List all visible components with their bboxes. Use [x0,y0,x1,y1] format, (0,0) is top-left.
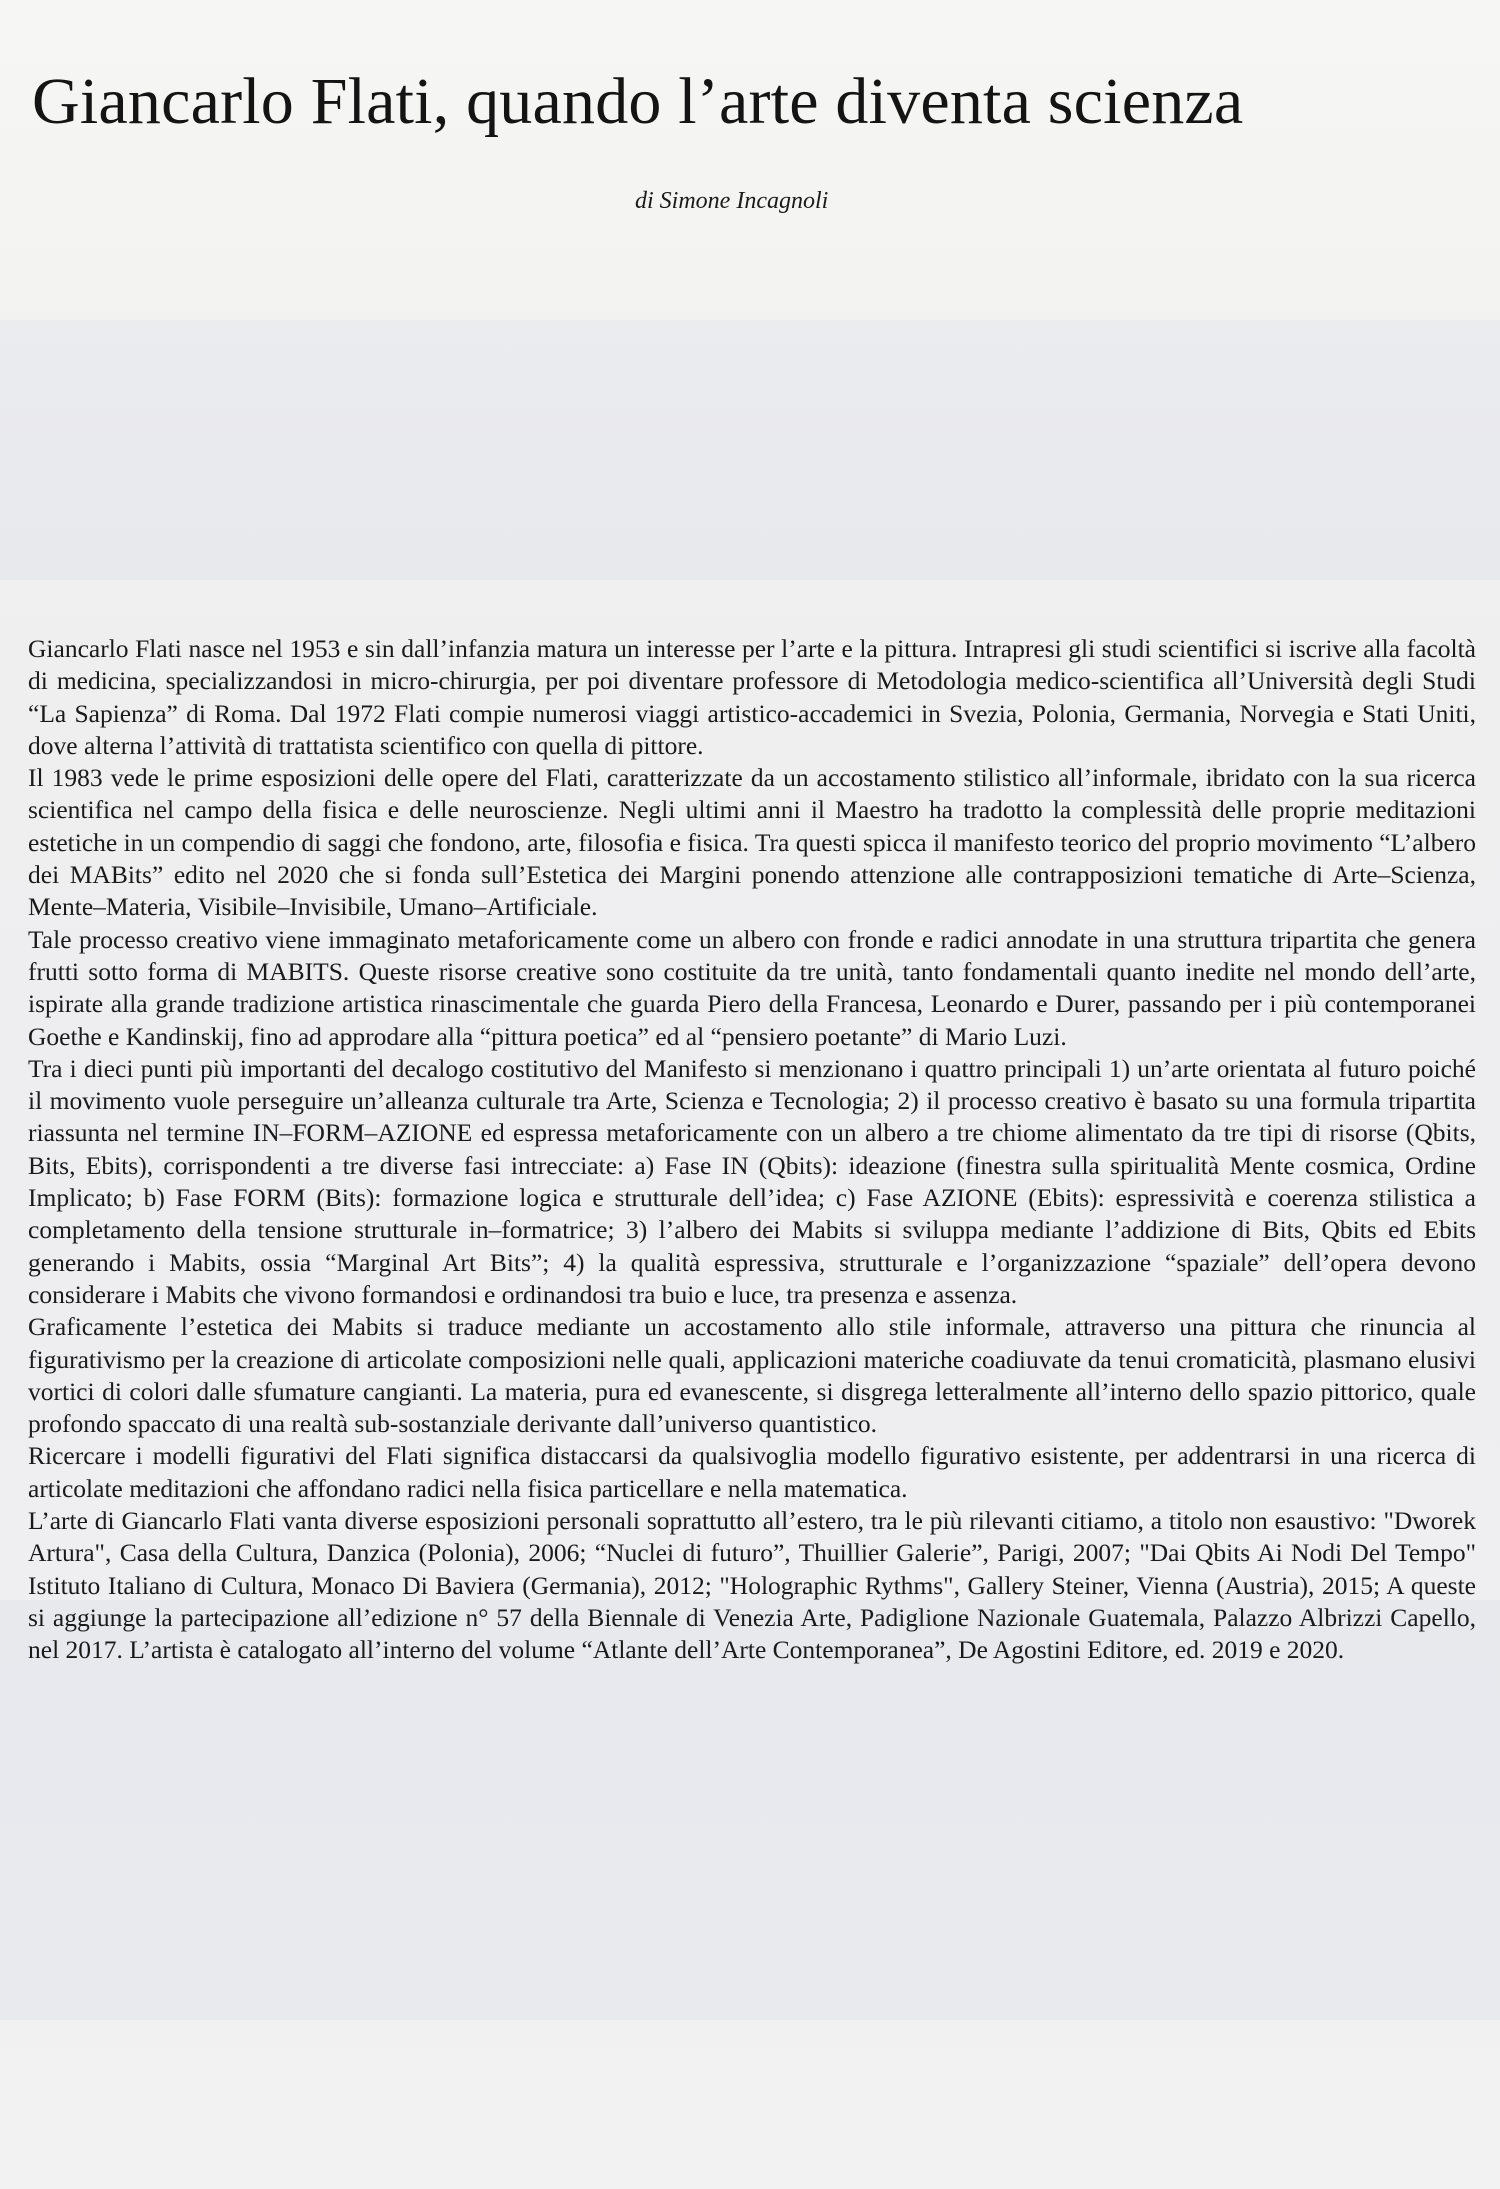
body-paragraph: Graficamente l’estetica dei Mabits si traduce mediante un accostamento allo stile informale, attraverso una pittura che rinuncia al figurativismo per la creazione di articolate composizioni nelle quali, applicazioni materiche coadiuvate da tenui cromaticità, plasmano elusivi vortici di colori dalle sfumature cangianti. La materia, pura ed evanescente, si disgrega letteralmente all’interno dello spazio pittorico, quale profondo spaccato di una realtà sub-sostanziale derivante dall’universo quantistico. [28,1312,1476,1439]
body-paragraph: Tra i dieci punti più importanti del decalogo costitutivo del Manifesto si menzionano i quattro principali 1) un’arte orientata al futuro poiché il movimento vuole perseguire un’alleanza culturale tra Arte, Scienza e Tecnologia; 2) il processo creativo è basato su una formula tripartita riassunta nel termine IN–FORM–AZIONE ed espressa metaforicamente con un albero a tre chiome alimentato da tre tipi di risorse (Qbits, Bits, Ebits), corrispondenti a tre diverse fasi intrecciate: a) Fase IN (Qbits): ideazione (finestra sulla spiritualità Mente cosmica, Ordine Implicato; b) Fase FORM (Bits): formazione logica e strutturale dell’idea; c) Fase AZIONE (Ebits): espressività e coerenza stilistica a completamento della tensione strutturale in–formatrice; 3) l’albero dei Mabits si sviluppa mediante l’addizione di Bits, Qbits ed Ebits generando i Mabits, ossia “Marginal Art Bits”; 4) la qualità espressiva, strutturale e l’organizzazione “spaziale” dell’opera devono considerare i Mabits che vivono formandosi e ordinandosi tra buio e luce, tra presenza e assenza. [28,1053,1476,1309]
body-paragraph: L’arte di Giancarlo Flati vanta diverse esposizioni personali soprattutto all’estero, tra le più rilevanti citiamo, a titolo non esaustivo: "Dworek Artura", Casa della Cultura, Danzica (Polonia), 2006; “Nuclei di futuro”, Thuillier Galerie”, Parigi, 2007; "Dai Qbits Ai Nodi Del Tempo" Istituto Italiano di Cultura, Monaco Di Baviera (Germania), 2012; "Holographic Rythms", Gallery Steiner, Vienna (Austria), 2015; A queste si aggiunge la partecipazione all’edizione n° 57 della Biennale di Venezia Arte, Padiglione Nazionale Guatemala, Palazzo Albrizzi Capello, nel 2017. L’artista è catalogato all’interno del volume “Atlante dell’Arte Contemporanea”, De Agostini Editore, ed. 2019 e 2020. [28,1506,1476,1665]
body-paragraph: Tale processo creativo viene immaginato metaforicamente come un albero con fronde e radici annodate in una struttura tripartita che genera frutti sotto forma di MABITS. Queste risorse creative sono costituite da tre unità, tanto fondamentali quanto inedite nel mondo dell’arte, ispirate alla grande tradizione artistica rinascimentale che guarda Piero della Francesa, Leonardo e Durer, passando per i più contemporanei Goethe e Kandinskij, fino ad approdare alla “pittura poetica” ed al “pensiero poetante” di Mario Luzi. [28,924,1476,1051]
body-paragraph: Ricercare i modelli figurativi del Flati significa distaccarsi da qualsivoglia modello figurativo esistente, per addentrarsi in una ricerca di articolate meditazioni che affondano radici nella fisica particellare e nella matematica. [28,1441,1476,1503]
article-byline: di Simone Incagnoli [635,188,829,214]
article-body [28,633,1476,1667]
body-paragraph: Il 1983 vede le prime esposizioni delle opere del Flati, caratterizzate da un accostamento stilistico all’informale, ibridato con la sua ricerca scientifica nel campo della fisica e delle neuroscienze. Negli ultimi anni il Maestro ha tradotto la complessità delle proprie meditazioni estetiche in un compendio di saggi che fondono, arte, filosofia e fisica. Tra questi spicca il manifesto teorico del proprio movimento “L’albero dei MABits” edito nel 2020 che si fonda sull’Estetica dei Margini ponendo attenzione alle contrapposizioni tematiche di Arte–Scienza, Mente–Materia, Visibile–Invisibile, Umano–Artificiale. [28,763,1476,922]
body-paragraph: Giancarlo Flati nasce nel 1953 e sin dall’infanzia matura un interesse per l’arte e la pittura. Intrapresi gli studi scientifici si iscrive alla facoltà di medicina, specializzandosi in micro-chirurgia, per poi diventare professore di Metodologia medico-scientifica all’Università degli Studi “La Sapienza” di Roma. Dal 1972 Flati compie numerosi viaggi artistico-accademici in Svezia, Polonia, Germania, Norvegia e Stati Uniti, dove alterna l’attività di trattatista scientifico con quella di pittore. [28,634,1476,760]
article-title: Giancarlo Flati, quando l’arte diventa scienza [32,65,1244,138]
bleed-through-band [0,320,1500,580]
